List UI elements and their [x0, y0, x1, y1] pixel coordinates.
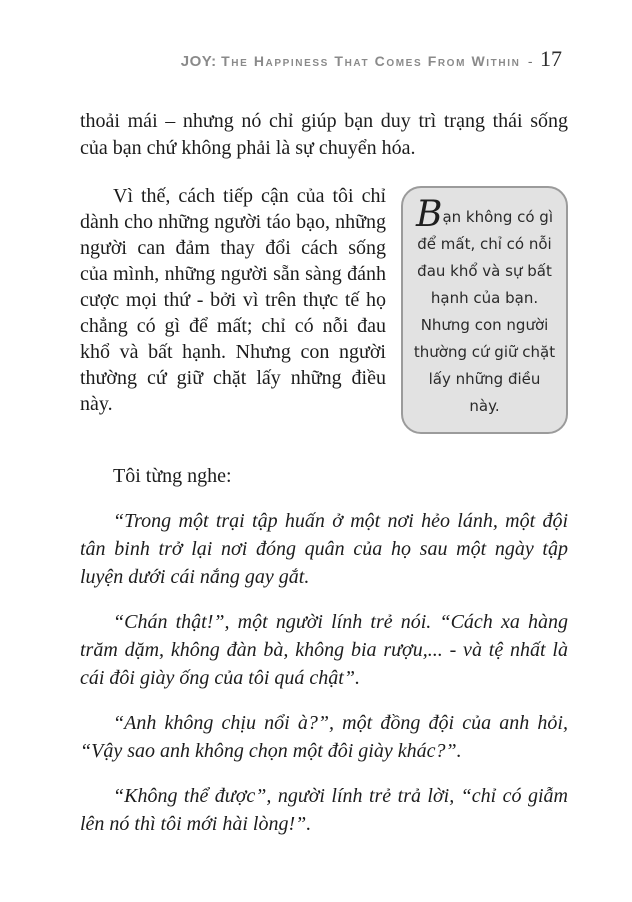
- header-separator: -: [527, 53, 533, 69]
- story-paragraph: “Anh không chịu nổi à?”, một đồng đội của anh hỏi, “Vậy sao anh không chọn một đôi giày khác?”.: [80, 712, 568, 762]
- page-number: 17: [540, 46, 562, 71]
- book-subtitle: The Happiness That Comes From Within: [221, 53, 521, 69]
- pull-quote-drop-cap: B: [416, 194, 443, 235]
- story-paragraph: “Trong một trại tập huấn ở một nơi hẻo lánh, một đội tân binh trở lại nơi đóng quân của họ sau một ngày tập luyện dưới cái nắng gay gắt.: [80, 510, 568, 588]
- quote-section: [80, 183, 568, 440]
- story-paragraph: “Không thể được”, người lính trẻ trả lời, “chỉ có giẫm lên nó thì tôi mới hài lòng!”.: [80, 785, 568, 835]
- paragraph-approach: Vì thế, cách tiếp cận của tôi chỉ dành cho những người táo bạo, những người can đảm thay đổi cách sống của mình, những người sẵn sàng đánh cược mọi thứ - bởi vì trên thực tế họ chẳng có gì để mất; chỉ có nỗi đau khổ và bất hạnh. Nhưng con người thường cứ giữ chặt lấy những điều này.: [80, 185, 386, 415]
- heard-intro: Tôi từng nghe:: [113, 465, 232, 487]
- pull-quote-text: ạn không có gì để mất, chỉ có nỗi đau khổ và sự bất hạnh của bạn. Nhưng con người thường cứ giữ chặt lấy những điều này.: [413, 208, 556, 415]
- body-text: [80, 108, 568, 838]
- paragraph-continuation: thoải mái – nhưng nó chỉ giúp bạn duy trì trạng thái sống của bạn chứ không phải là sự chuyển hóa.: [80, 110, 568, 159]
- running-head: [80, 46, 568, 72]
- book-title: JOY:: [180, 53, 217, 70]
- story-block: [80, 507, 568, 838]
- pull-quote-box: [401, 186, 568, 434]
- story-paragraph: “Chán thật!”, một người lính trẻ nói. “Cách xa hàng trăm dặm, không đàn bà, không bia rượu,... - và tệ nhất là cái đôi giày ống của tôi quá chật”.: [80, 611, 568, 689]
